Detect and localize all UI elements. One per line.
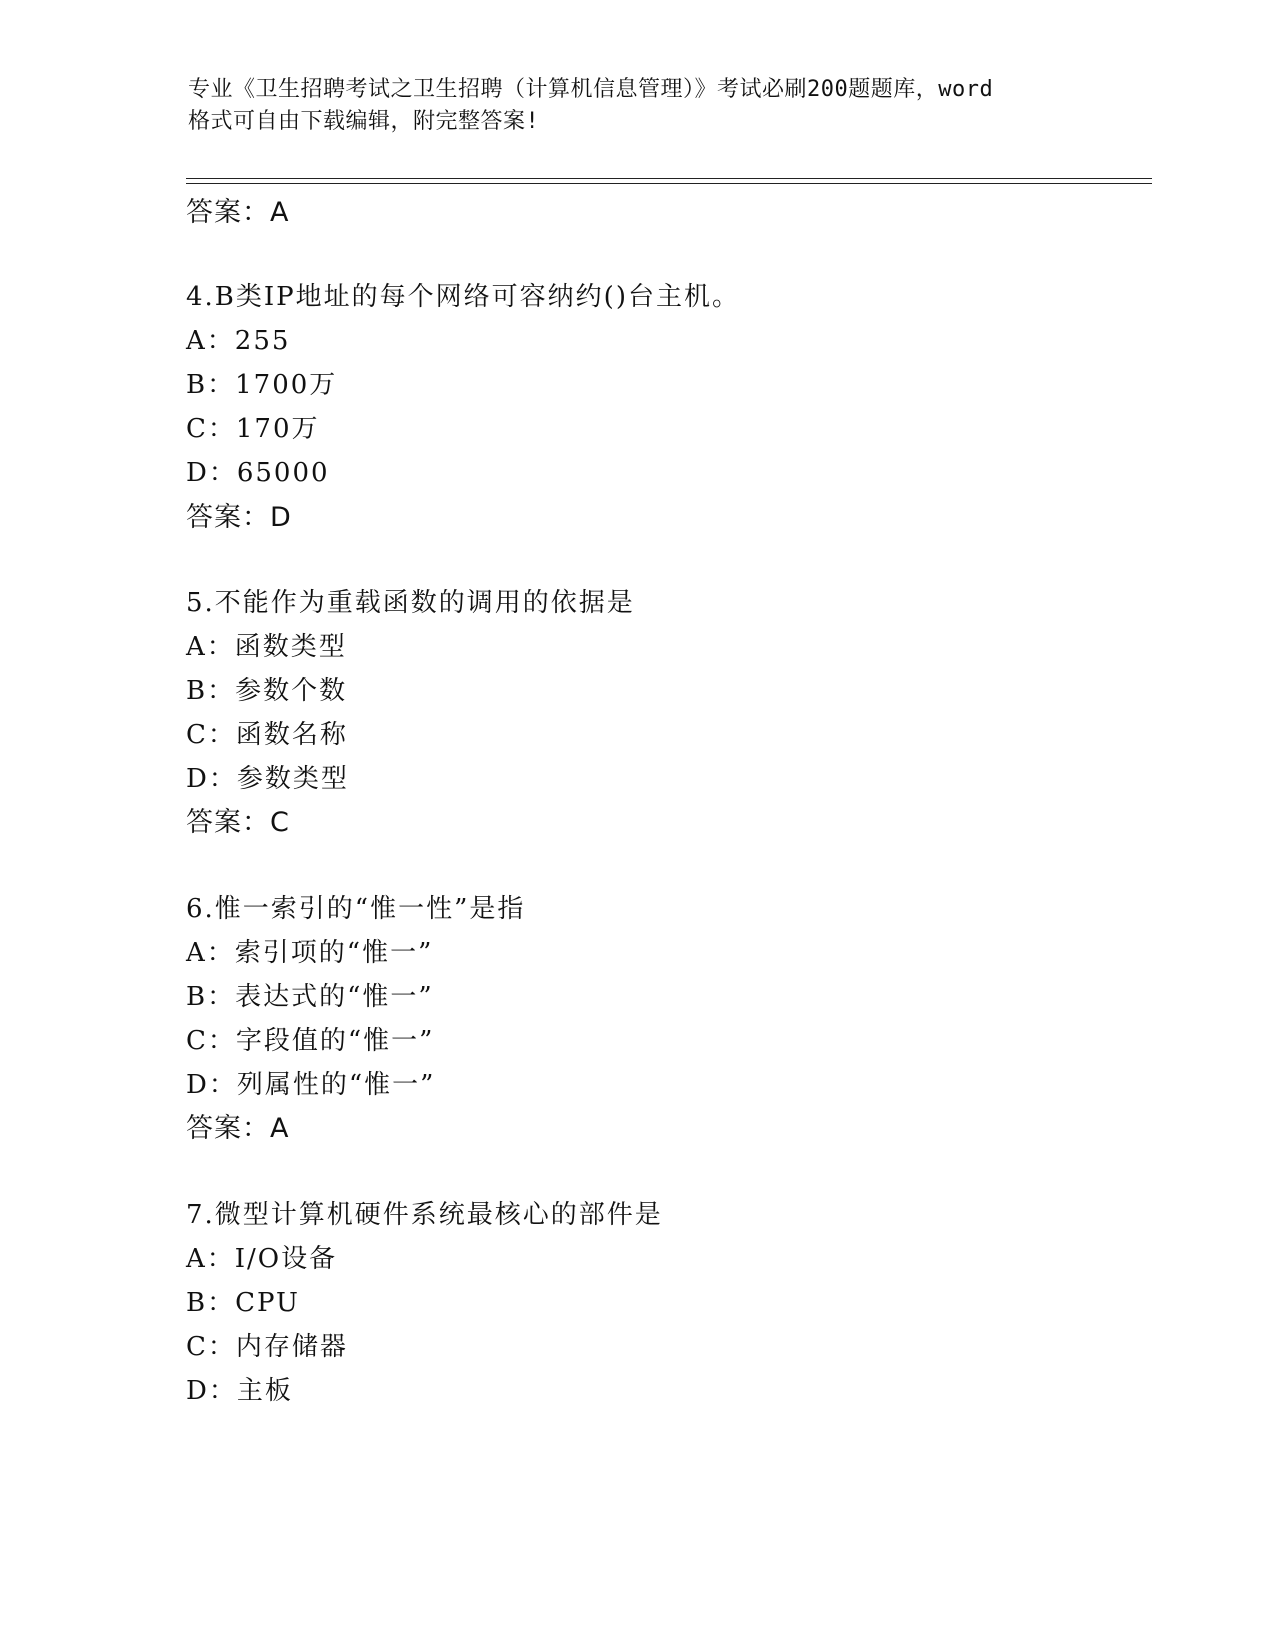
question-5-option-a: A：函数类型: [186, 632, 347, 662]
question-4-answer: 答案：D: [186, 502, 292, 533]
question-4-option-b: B：1700万: [186, 370, 338, 400]
question-4-stem: 4.B类IP地址的每个网络可容纳约()台主机。: [186, 282, 740, 312]
question-5-stem: 5.不能作为重载函数的调用的依据是: [186, 588, 635, 618]
header-line-2: 格式可自由下载编辑，附完整答案!: [188, 109, 540, 134]
question-5-option-d: D：参数类型: [186, 764, 349, 794]
question-7-option-c: C：内存储器: [186, 1332, 348, 1362]
question-7-stem: 7.微型计算机硬件系统最核心的部件是: [186, 1200, 663, 1230]
question-7-option-d: D：主板: [186, 1376, 293, 1406]
header-divider-bottom: [186, 183, 1152, 184]
question-5-answer: 答案：C: [186, 807, 290, 838]
question-4-option-d: D：65000: [186, 458, 330, 488]
question-6-option-a: A：索引项的“惟一”: [186, 938, 434, 968]
header-line-1: 专业《卫生招聘考试之卫生招聘（计算机信息管理）》考试必刷200题题库，word: [188, 77, 994, 102]
question-4-option-c: C：170万: [186, 414, 320, 444]
header-divider-top: [186, 178, 1152, 179]
question-5-option-b: B：参数个数: [186, 676, 348, 706]
question-4-option-a: A：255: [186, 326, 291, 356]
question-6-stem: 6.惟一索引的“惟一性”是指: [186, 894, 526, 924]
document-header: [188, 74, 1088, 138]
question-6-option-c: C：字段值的“惟一”: [186, 1026, 435, 1056]
question-7-option-b: B：CPU: [186, 1288, 300, 1318]
question-6-answer: 答案：A: [186, 1113, 290, 1144]
question-6-option-b: B：表达式的“惟一”: [186, 982, 434, 1012]
question-6-option-d: D：列属性的“惟一”: [186, 1070, 436, 1100]
question-5-option-c: C：函数名称: [186, 720, 348, 750]
answer-3: 答案：A: [186, 197, 290, 228]
question-7-option-a: A：I/O设备: [186, 1244, 338, 1274]
